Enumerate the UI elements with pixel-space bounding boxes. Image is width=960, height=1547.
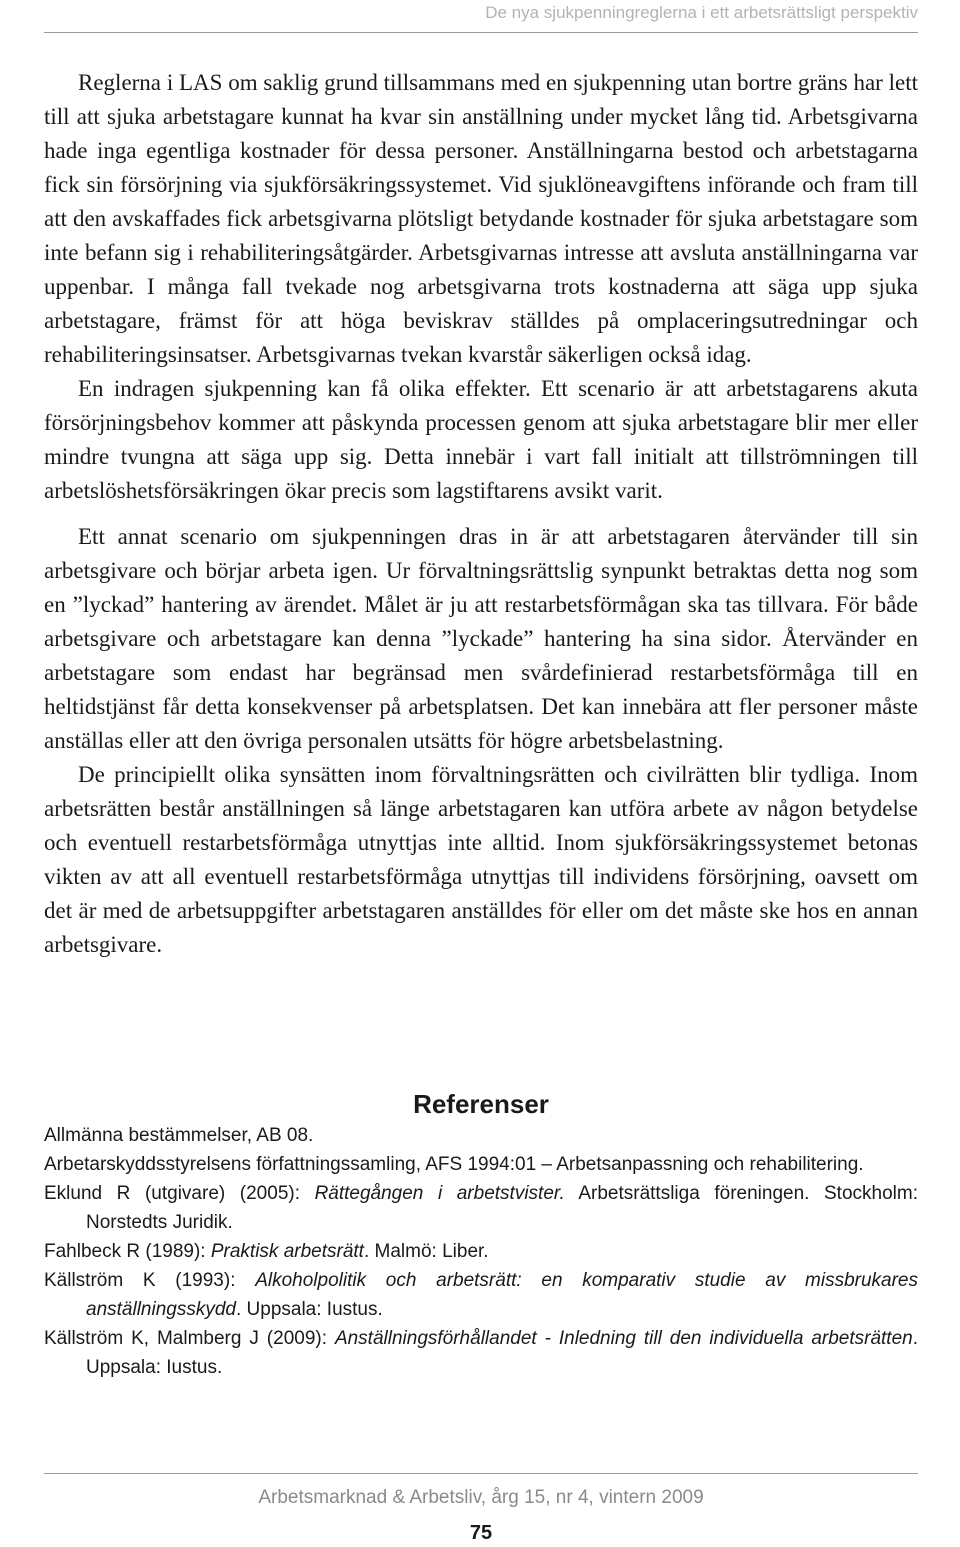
reference-list (44, 1121, 918, 1382)
body-paragraph-3: Ett annat scenario om sjukpenningen dras in är att arbetstagaren återvänder till sin arbetsgivare och börjar arbeta igen. Ur förvaltningsrättslig synpunkt betraktas detta nog som en ”lyckad” hantering av ärendet. Målet är ju att restarbetsförmågan ska tas tillvara. För både arbetsgivare och arbetstagare kan denna ”lyckade” hantering ha sina sidor. Återvänder en arbetstagare som endast har begränsad men svårdefinierad restarbetsförmåga till en heltidstjänst får detta konsekvenser på arbetsplatsen. Det kan innebära att fler personer måste anställas eller att den övriga personalen utsätts för högre arbetsbelastning. (44, 524, 918, 753)
reference-title: Praktisk arbetsrätt (210, 1241, 364, 1262)
reference-title: Alkoholpolitik och arbetsrätt: en komparativ studie av missbrukares anställningsskydd (86, 1270, 918, 1320)
reference-title: Anställningsförhållandet - Inledning till den individuella arbetsrätten (334, 1328, 913, 1349)
header-divider (44, 32, 918, 33)
reference-title: Rättegången i arbetstvister. (314, 1183, 565, 1204)
reference-item: Källström K, Malmberg J (2009): Anställningsförhållandet - Inledning till den individuella arbetsrätten. Uppsala: Iustus. (44, 1328, 918, 1378)
running-head: De nya sjukpenningreglerna i ett arbetsrättsligt perspektiv (485, 3, 918, 22)
reference-item: Allmänna bestämmelser, AB 08. (44, 1125, 314, 1146)
reference-item: Källström K (1993): Alkoholpolitik och arbetsrätt: en komparativ studie av missbrukares anställningsskydd. Uppsala: Iustus. (44, 1270, 918, 1320)
references-heading: Referenser (413, 1089, 549, 1119)
reference-item: Arbetarskyddsstyrelsens författningssamling, AFS 1994:01 – Arbetsanpassning och rehabilitering. (44, 1154, 864, 1175)
journal-footer: Arbetsmarknad & Arbetsliv, årg 15, nr 4, vintern 2009 (258, 1487, 704, 1508)
reference-item: Eklund R (utgivare) (2005): Rättegången i arbetstvister. Arbetsrättsliga föreningen. Stockholm: Norstedts Juridik. (44, 1183, 918, 1233)
footer-divider (44, 1473, 918, 1474)
body-paragraph-2: En indragen sjukpenning kan få olika effekter. Ett scenario är att arbetstagarens akuta försörjningsbehov kommer att påskynda processen genom att sjuka arbetstagare blir mer eller mindre tvungna att säga upp sig. Detta innebär i vart fall initialt att tillströmningen till arbetslöshetsförsäkringen ökar precis som lagstiftarens avsikt varit. (44, 376, 918, 503)
body-paragraph-1: Reglerna i LAS om saklig grund tillsammans med en sjukpenning utan bortre gräns har lett till att sjuka arbetstagare kunnat ha kvar sin anställning under mycket lång tid. Arbetsgivarna hade inga egentliga kostnader för dessa personer. Anställningarna bestod och arbetstagarna fick sin försörjning via sjukförsäkringssystemet. Vid sjuklöneavgiftens införande och fram till att den avskaffades fick arbetsgivarna plötsligt betydande kostnader för sjuka arbetstagare som inte befann sig i rehabiliteringsåtgärder. Arbetsgivarnas intresse att avsluta anställningarna var uppenbar. I många fall tvekade nog arbetsgivarna trots kostnaderna att säga upp sjuka arbetstagare, främst för att höga beviskrav ställdes på omplaceringsutredningar och rehabiliteringsinsatser. Arbetsgivarnas tvekan kvarstår säkerligen också idag. (44, 70, 918, 367)
reference-item: Fahlbeck R (1989): Praktisk arbetsrätt. Malmö: Liber. (44, 1241, 489, 1262)
body-paragraph-4: De principiellt olika synsätten inom förvaltningsrätten och civilrätten blir tydliga. Inom arbetsrätten består anställningen så länge arbetstagaren kan utföra arbete av någon betydelse och eventuell restarbetsförmåga utnyttjas inte alltid. Inom sjukförsäkringssystemet betonas vikten av att all eventuell restarbetsförmåga utnyttjas till individens försörjning, oavsett om det är med de arbetsuppgifter arbetstagaren anställdes för eller om det måste ske hos en annan arbetsgivare. (44, 762, 918, 957)
article-body (44, 66, 918, 962)
page-number: 75 (469, 1522, 493, 1544)
